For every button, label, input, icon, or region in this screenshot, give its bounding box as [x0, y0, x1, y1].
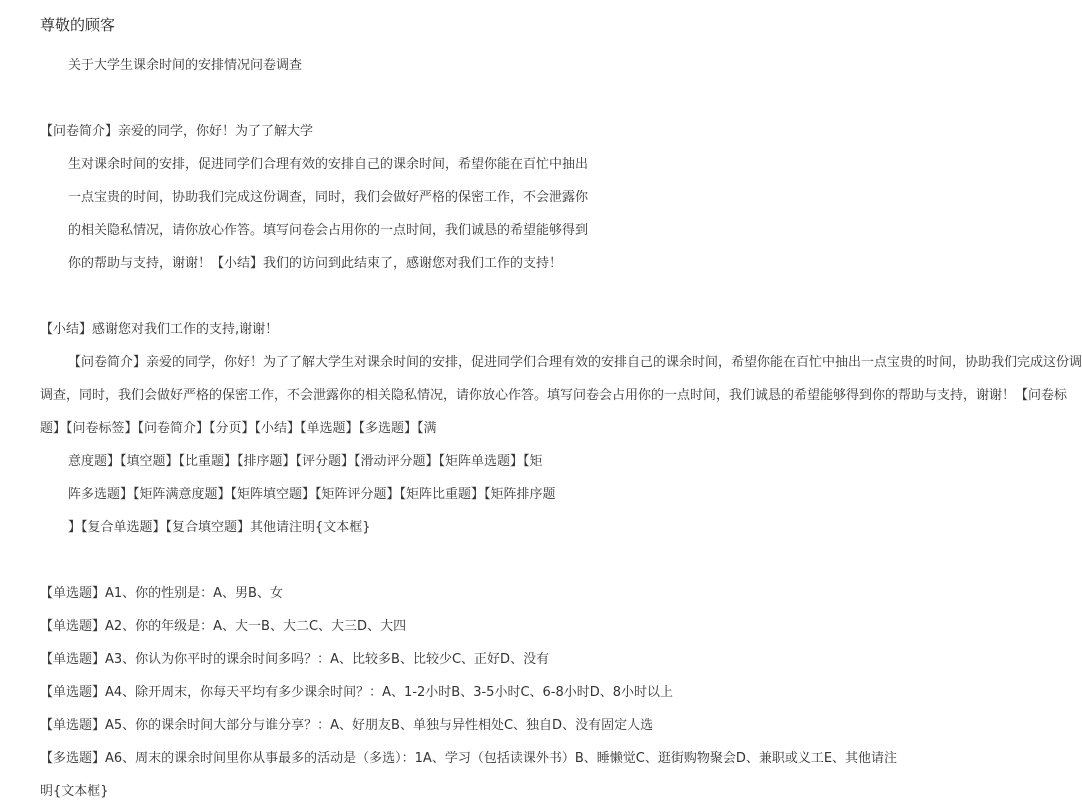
question-item: 明{文本框}	[40, 784, 109, 799]
greeting-heading: 尊敬的顾客	[40, 16, 116, 34]
intro-line: 【问卷简介】亲爱的同学，你好！为了了解大学	[40, 124, 314, 139]
summary-line: 【小结】感谢您对我们工作的支持,谢谢！	[40, 322, 279, 337]
summary-line: 【问卷简介】亲爱的同学，你好！为了了解大学生对课余时间的安排，促进同学们合理有效的安排自己的课余时间，希望你能在百忙中抽出一点宝贵的时间，协助我们完成这份调	[68, 355, 1082, 370]
question-item: 【单选题】A1、你的性别是：A、男B、女	[40, 586, 283, 601]
intro-line: 的相关隐私情况，请你放心作答。填写问卷会占用你的一点时间，我们诚恳的希望能够得到	[68, 223, 589, 238]
question-item: 【单选题】A5、你的课余时间大部分与谁分享？：A、好朋友B、单独与异性相处C、独自D、没有固定人选	[40, 718, 654, 733]
question-item: 【多选题】A6、周末的课余时间里你从事最多的活动是（多选）：1A、学习（包括读课外书）B、睡懒觉C、逛街购物聚会D、兼职或义工E、其他请注	[40, 751, 898, 766]
summary-line: 调查，同时，我们会做好严格的保密工作，不会泄露你的相关隐私情况，请你放心作答。填写问卷会占用你的一点时间，我们诚恳的希望能够得到你的帮助与支持，谢谢！【问卷标	[40, 388, 1068, 403]
question-item: 【单选题】A2、你的年级是：A、大一B、大二C、大三D、大四	[40, 619, 407, 634]
question-item: 【单选题】A4、除开周末，你每天平均有多少课余时间？：A、1-2小时B、3-5小时C、6-8小时D、8小时以上	[40, 685, 674, 700]
survey-title: 关于大学生课余时间的安排情况问卷调查	[68, 58, 303, 73]
intro-line: 生对课余时间的安排，促进同学们合理有效的安排自己的课余时间，希望你能在百忙中抽出	[68, 157, 589, 172]
summary-line: 阵多选题】【矩阵满意度题】【矩阵填空题】【矩阵评分题】【矩阵比重题】【矩阵排序题	[68, 487, 556, 502]
question-item: 【单选题】A3、你认为你平时的课余时间多吗？：A、比较多B、比较少C、正好D、没有	[40, 652, 550, 667]
intro-line: 一点宝贵的时间，协助我们完成这份调查，同时，我们会做好严格的保密工作，不会泄露你	[68, 190, 589, 205]
summary-line: 】【复合单选题】【复合填空题】其他请注明{文本框}	[68, 520, 371, 535]
summary-line: 意度题】【填空题】【比重题】【排序题】【评分题】【滑动评分题】【矩阵单选题】【矩	[68, 454, 543, 469]
intro-line: 你的帮助与支持，谢谢！【小结】我们的访问到此结束了，感谢您对我们工作的支持！	[68, 256, 563, 271]
summary-line: 题】【问卷标签】【问卷简介】【分页】【小结】【单选题】【多选题】【满	[40, 421, 437, 436]
